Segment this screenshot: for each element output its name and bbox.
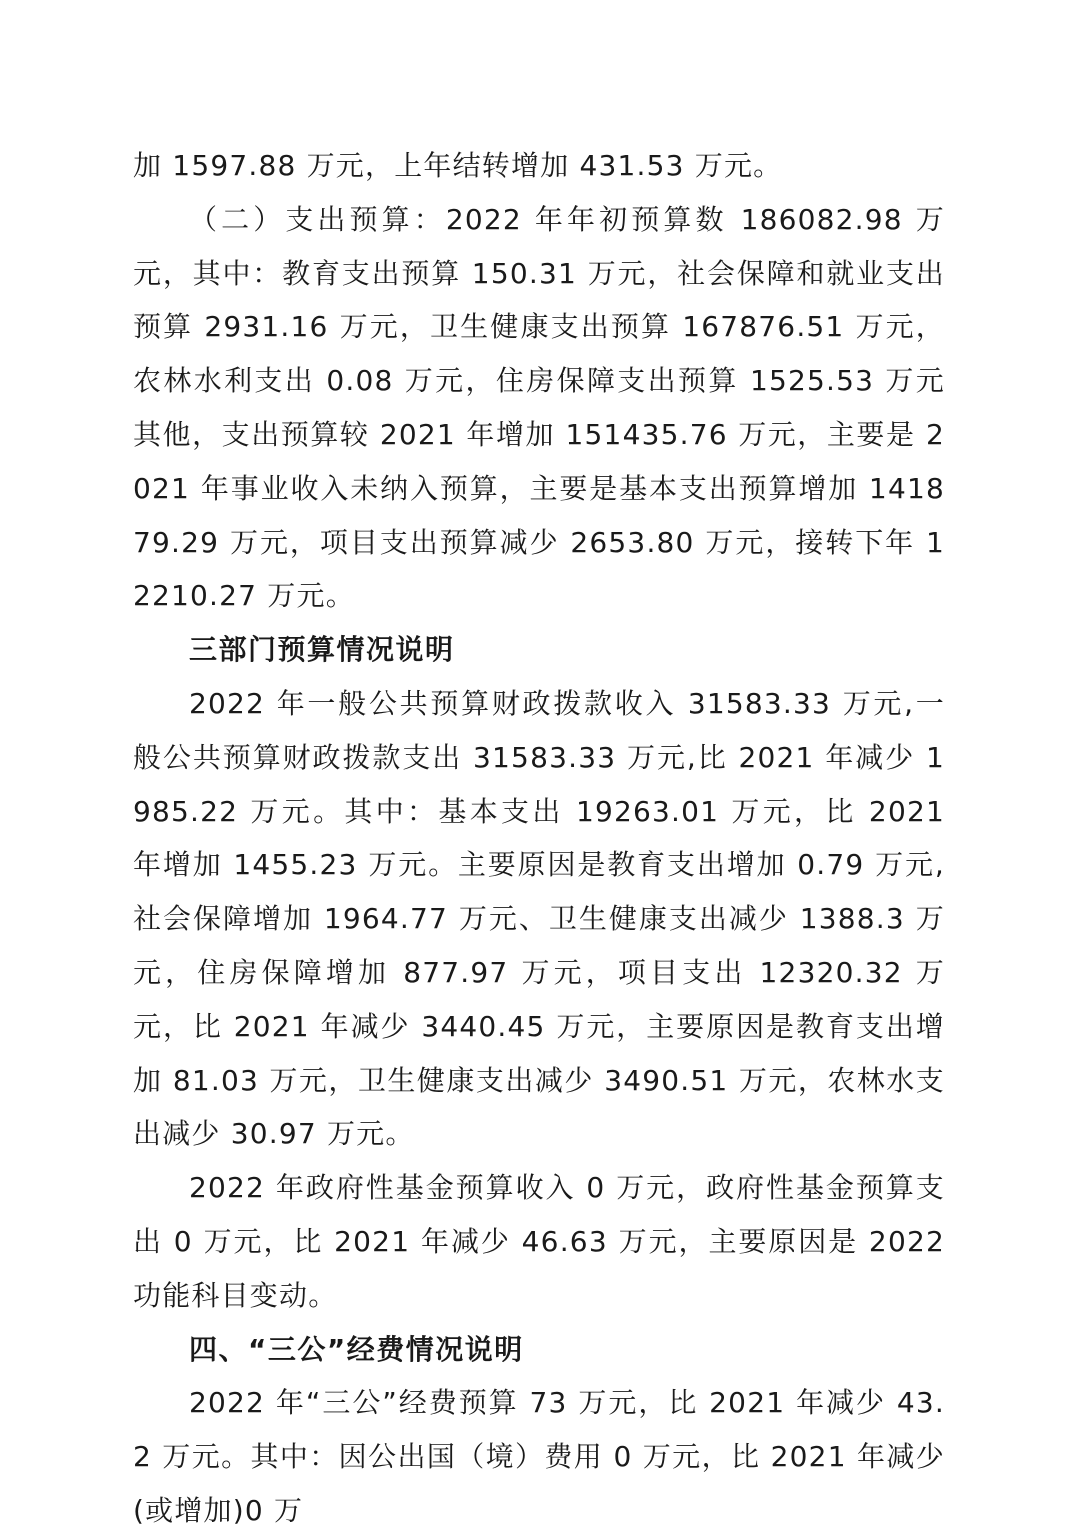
document-body (133, 139, 945, 1538)
paragraph-three-public-expenses: 2022 年“三公”经费预算 73 万元，比 2021 年减少 43.2 万元。其中：因公出国（境）费用 0 万元，比 2021 年减少(或增加)0 万 (133, 1386, 945, 1527)
section-heading-department-budget: 三部门预算情况说明 (189, 633, 455, 667)
paragraph-general-public-budget: 2022 年一般公共预算财政拨款收入 31583.33 万元,一般公共预算财政拨款支出 31583.33 万元,比 2021 年减少 1985.22 万元。其中：基本支出 19263.01 万元，比 2021 年增加 1455.23 万元。主要原因是教育支出增加 0.79 万元,社会保障增加 1964.77 万元、卫生健康支出减少 1388.3 万元，住房保障增加 877.97 万元，项目支出 12320.32 万元，比 2021 年减少 3440.45 万元，主要原因是教育支出增加 81.03 万元，卫生健康支出减少 3490.51 万元，农林水支出减少 30.97 万元。 (133, 686, 945, 1151)
paragraph-expenditure-budget: （二）支出预算：2022 年年初预算数 186082.98 万元，其中：教育支出预算 150.31 万元，社会保障和就业支出预算 2931.16 万元，卫生健康支出预算 167876.51 万元，农林水利支出 0.08 万元，住房保障支出预算 1525.53 万元其他，支出预算较 2021 年增加 151435.76 万元，主要是 2021 年事业收入未纳入预算，主要是基本支出预算增加 141879.29 万元，项目支出预算减少 2653.80 万元，接转下年 12210.27 万元。 (133, 202, 945, 613)
section-heading-three-public-expenses: 四、“三公”经费情况说明 (189, 1332, 524, 1366)
paragraph-government-fund-budget: 2022 年政府性基金预算收入 0 万元，政府性基金预算支出 0 万元，比 2021 年减少 46.63 万元，主要原因是 2022 功能科目变动。 (133, 1171, 945, 1312)
paragraph-income-continuation: 加 1597.88 万元，上年结转增加 431.53 万元。 (133, 149, 783, 182)
